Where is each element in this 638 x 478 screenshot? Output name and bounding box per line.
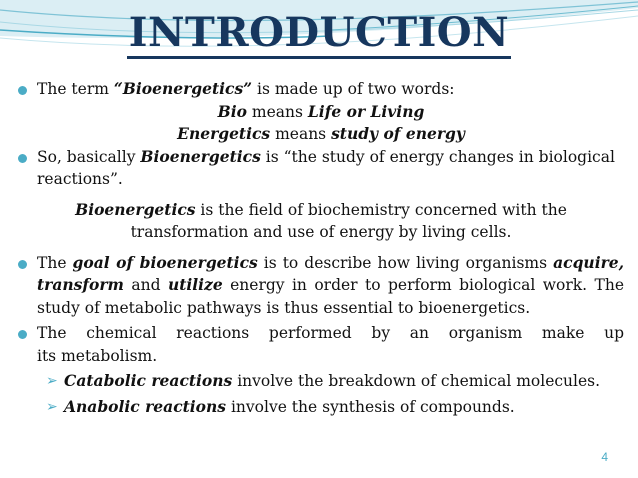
bullet3-text: The — [37, 253, 73, 272]
sub-bullet-anabolic — [18, 396, 624, 419]
bullet-dot-icon — [18, 86, 27, 95]
bio-meaning: Life or Living — [307, 101, 425, 121]
energetics-word: Energetics — [177, 124, 271, 143]
bullet-dot-icon — [18, 154, 27, 163]
page-number: 4 — [601, 450, 608, 464]
bullet1-text-end: is made up of two words: — [252, 80, 455, 98]
energetics-meaning-line — [18, 123, 624, 146]
catabolic-text: involve the breakdown of chemical molecules. — [232, 372, 601, 390]
bullet-basic-definition — [18, 146, 624, 191]
bullet2-text: So, basically — [37, 147, 141, 166]
bullet3-text-mid: is to describe how living organisms — [257, 253, 554, 272]
definition-line1: is the field of biochemistry concerned with the — [195, 200, 567, 219]
bullet2-text-end: is “the study of energy changes in biological — [260, 147, 615, 166]
bullet-metabolism — [18, 322, 624, 367]
slide-title — [0, 8, 638, 58]
bullet3-transform: transform — [37, 275, 124, 294]
definition-term: Bioenergetics — [75, 199, 196, 219]
bullet2-text-line2: reactions”. — [37, 170, 123, 188]
bullet4-text-line1: The chemical reactions performed by an organism make up — [37, 324, 624, 342]
bullet-dot-icon — [18, 260, 27, 269]
bullet3-goal: goal of bioenergetics — [72, 252, 258, 272]
bullet3-utilize: utilize — [167, 275, 223, 294]
bullet3-text-end: energy in order to perform biological work. The — [222, 276, 625, 294]
bullet3-and: and — [123, 276, 168, 294]
slide-body — [18, 78, 624, 418]
arrowhead-bullet-icon: ➢ — [46, 373, 58, 389]
bullet3-acquire: acquire, — [553, 252, 625, 272]
slide-title-text: INTRODUCTION — [127, 9, 511, 59]
anabolic-text: involve the synthesis of compounds. — [226, 397, 515, 416]
bullet-term-definition — [18, 78, 624, 101]
bio-means: means — [247, 102, 308, 121]
sub-bullet-catabolic — [18, 370, 624, 393]
bio-meaning-line — [18, 101, 624, 124]
definition-line2: transformation and use of energy by living cells. — [130, 223, 512, 241]
bullet1-term: “Bioenergetics” — [113, 79, 253, 98]
bullet-goal — [18, 252, 624, 320]
bullet4-text-line2: its metabolism. — [37, 346, 158, 365]
energetics-meaning: study of energy — [331, 124, 465, 143]
bio-word: Bio — [217, 101, 247, 121]
arrowhead-bullet-icon: ➢ — [46, 398, 58, 415]
anabolic-term: Anabolic reactions — [64, 396, 227, 416]
energetics-means: means — [270, 125, 332, 143]
definition-block — [52, 199, 590, 244]
bullet-dot-icon — [18, 330, 27, 339]
bullet2-term: Bioenergetics — [140, 146, 261, 166]
bullet3-text-line3: study of metabolic pathways is thus essential to bioenergetics. — [37, 298, 531, 317]
catabolic-term: Catabolic reactions — [64, 371, 233, 390]
bullet1-text: The term — [37, 80, 114, 98]
